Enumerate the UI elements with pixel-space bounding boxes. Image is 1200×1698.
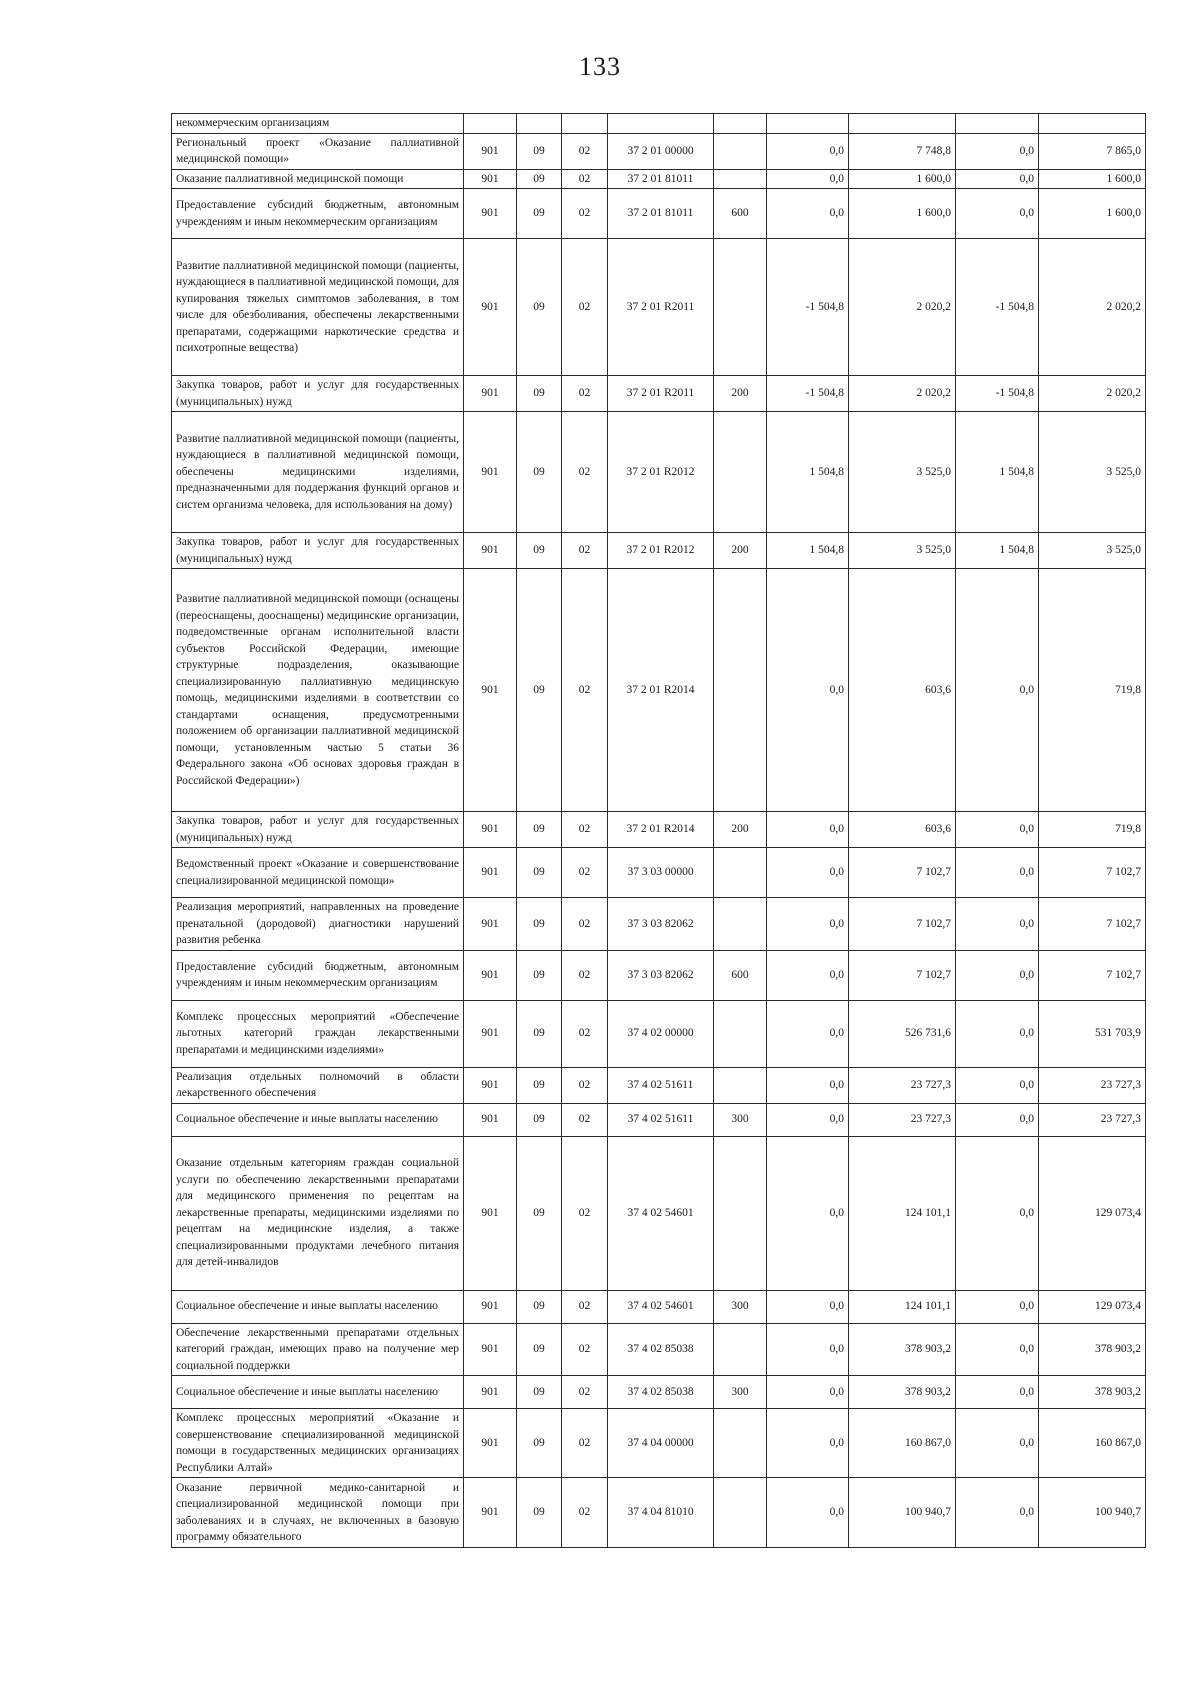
table-row [172, 239, 1146, 376]
row-name: Закупка товаров, работ и услуг для государственных (муниципальных) нужд [172, 376, 464, 412]
row-value-4: 7 865,0 [1039, 133, 1146, 169]
row-value-3: 0,0 [956, 1290, 1039, 1323]
table-body [172, 114, 1146, 1548]
row-pr: 02 [562, 950, 608, 1000]
row-value-2: 526 731,6 [849, 1000, 956, 1067]
row-value-3: 0,0 [956, 1000, 1039, 1067]
row-value-1: 1 504,8 [767, 412, 849, 533]
row-rz: 09 [517, 1323, 562, 1376]
row-value-2: 2 020,2 [849, 239, 956, 376]
row-value-4: 23 727,3 [1039, 1067, 1146, 1103]
row-csr: 37 2 01 R2014 [608, 812, 714, 848]
row-value-4: 2 020,2 [1039, 239, 1146, 376]
row-pr: 02 [562, 1136, 608, 1290]
row-value-4: 1 600,0 [1039, 169, 1146, 189]
table-row [172, 1478, 1146, 1548]
row-value-2: 7 102,7 [849, 950, 956, 1000]
row-value-4 [1039, 114, 1146, 134]
row-gr [464, 114, 517, 134]
table-row [172, 133, 1146, 169]
row-value-1: 0,0 [767, 133, 849, 169]
row-value-3: 0,0 [956, 950, 1039, 1000]
row-rz: 09 [517, 169, 562, 189]
row-rz: 09 [517, 133, 562, 169]
row-vr [714, 848, 767, 898]
row-value-4: 3 525,0 [1039, 533, 1146, 569]
row-vr: 200 [714, 376, 767, 412]
table-row [172, 950, 1146, 1000]
row-csr: 37 4 02 51611 [608, 1103, 714, 1136]
row-value-1: 1 504,8 [767, 533, 849, 569]
table-row [172, 569, 1146, 812]
row-gr: 901 [464, 1478, 517, 1548]
row-gr: 901 [464, 1409, 517, 1478]
row-value-1: -1 504,8 [767, 376, 849, 412]
row-value-4: 129 073,4 [1039, 1136, 1146, 1290]
row-csr: 37 2 01 00000 [608, 133, 714, 169]
row-vr [714, 569, 767, 812]
row-value-1: 0,0 [767, 1323, 849, 1376]
row-value-3: 0,0 [956, 133, 1039, 169]
row-value-2: 603,6 [849, 812, 956, 848]
row-rz: 09 [517, 189, 562, 239]
row-value-1: 0,0 [767, 1409, 849, 1478]
row-vr: 300 [714, 1290, 767, 1323]
row-csr: 37 2 01 81011 [608, 189, 714, 239]
row-value-4: 7 102,7 [1039, 950, 1146, 1000]
row-rz: 09 [517, 1000, 562, 1067]
row-value-3: 0,0 [956, 812, 1039, 848]
row-csr: 37 3 03 82062 [608, 950, 714, 1000]
table-row [172, 1103, 1146, 1136]
row-gr: 901 [464, 950, 517, 1000]
row-value-3: 0,0 [956, 189, 1039, 239]
row-value-4: 100 940,7 [1039, 1478, 1146, 1548]
row-name: Комплекс процессных мероприятий «Обеспечение льготных категорий граждан лекарственными препаратами и медицинскими изделиями» [172, 1000, 464, 1067]
table-row [172, 169, 1146, 189]
row-name: Оказание первичной медико-санитарной и специализированной медицинской помощи при заболеваниях и в случаях, не включенных в базовую программу обязательного [172, 1478, 464, 1548]
row-value-2: 3 525,0 [849, 533, 956, 569]
row-rz: 09 [517, 950, 562, 1000]
row-vr: 600 [714, 950, 767, 1000]
row-name: некоммерческим организациям [172, 114, 464, 134]
row-value-3: -1 504,8 [956, 376, 1039, 412]
table-row [172, 1067, 1146, 1103]
row-value-4: 378 903,2 [1039, 1376, 1146, 1409]
row-name: Ведомственный проект «Оказание и совершенствование специализированной медицинской помощи» [172, 848, 464, 898]
row-pr: 02 [562, 533, 608, 569]
row-pr: 02 [562, 1323, 608, 1376]
row-vr [714, 1067, 767, 1103]
row-value-2: 1 600,0 [849, 189, 956, 239]
row-rz [517, 114, 562, 134]
row-value-2: 1 600,0 [849, 169, 956, 189]
row-name: Развитие паллиативной медицинской помощи (пациенты, нуждающиеся в паллиативной медицинской помощи, для купирования тяжелых симптомов заболевания, в том числе для обезболивания, обеспечены лекарственными препаратами, содержащими наркотические средства и психотропные вещества) [172, 239, 464, 376]
row-csr: 37 4 02 85038 [608, 1323, 714, 1376]
row-value-4: 3 525,0 [1039, 412, 1146, 533]
row-gr: 901 [464, 898, 517, 951]
table-row [172, 848, 1146, 898]
table-row [172, 1376, 1146, 1409]
row-csr: 37 4 04 00000 [608, 1409, 714, 1478]
row-value-4: 129 073,4 [1039, 1290, 1146, 1323]
row-gr: 901 [464, 1136, 517, 1290]
row-vr [714, 1136, 767, 1290]
row-value-3: 1 504,8 [956, 533, 1039, 569]
row-name: Социальное обеспечение и иные выплаты населению [172, 1103, 464, 1136]
page-number: 133 [579, 52, 621, 81]
row-value-2: 378 903,2 [849, 1376, 956, 1409]
row-pr [562, 114, 608, 134]
row-value-1: 0,0 [767, 1103, 849, 1136]
row-name: Региональный проект «Оказание паллиативной медицинской помощи» [172, 133, 464, 169]
row-value-2: 7 102,7 [849, 848, 956, 898]
row-value-1: -1 504,8 [767, 239, 849, 376]
row-value-4: 719,8 [1039, 812, 1146, 848]
row-rz: 09 [517, 376, 562, 412]
row-pr: 02 [562, 1290, 608, 1323]
row-value-3: 0,0 [956, 1103, 1039, 1136]
table-row [172, 1323, 1146, 1376]
row-vr [714, 898, 767, 951]
row-rz: 09 [517, 239, 562, 376]
row-value-4: 378 903,2 [1039, 1323, 1146, 1376]
row-name: Предоставление субсидий бюджетным, автономным учреждениям и иным некоммерческим организациям [172, 189, 464, 239]
row-pr: 02 [562, 169, 608, 189]
row-value-3: 0,0 [956, 848, 1039, 898]
row-gr: 901 [464, 1067, 517, 1103]
row-csr: 37 2 01 R2014 [608, 569, 714, 812]
row-csr: 37 4 02 54601 [608, 1290, 714, 1323]
row-value-1: 0,0 [767, 812, 849, 848]
row-value-2: 124 101,1 [849, 1136, 956, 1290]
row-vr [714, 133, 767, 169]
row-csr: 37 2 01 R2012 [608, 412, 714, 533]
row-rz: 09 [517, 1067, 562, 1103]
row-csr: 37 4 02 85038 [608, 1376, 714, 1409]
row-pr: 02 [562, 239, 608, 376]
row-vr: 300 [714, 1376, 767, 1409]
row-value-1: 0,0 [767, 1067, 849, 1103]
row-vr [714, 1000, 767, 1067]
table-row [172, 812, 1146, 848]
row-value-2: 23 727,3 [849, 1067, 956, 1103]
row-value-3 [956, 114, 1039, 134]
row-name: Социальное обеспечение и иные выплаты населению [172, 1376, 464, 1409]
row-name: Закупка товаров, работ и услуг для государственных (муниципальных) нужд [172, 533, 464, 569]
table-row [172, 898, 1146, 951]
row-value-3: 0,0 [956, 1376, 1039, 1409]
row-rz: 09 [517, 1409, 562, 1478]
table-row [172, 114, 1146, 134]
row-csr: 37 2 01 R2011 [608, 376, 714, 412]
row-rz: 09 [517, 412, 562, 533]
row-value-2: 124 101,1 [849, 1290, 956, 1323]
row-value-4: 7 102,7 [1039, 898, 1146, 951]
row-value-1: 0,0 [767, 1478, 849, 1548]
row-value-4: 1 600,0 [1039, 189, 1146, 239]
row-csr: 37 3 03 00000 [608, 848, 714, 898]
row-rz: 09 [517, 1290, 562, 1323]
row-vr [714, 239, 767, 376]
row-rz: 09 [517, 848, 562, 898]
row-vr [714, 1409, 767, 1478]
row-value-2: 378 903,2 [849, 1323, 956, 1376]
table-row [172, 376, 1146, 412]
row-pr: 02 [562, 1478, 608, 1548]
row-value-2: 7 748,8 [849, 133, 956, 169]
row-gr: 901 [464, 1323, 517, 1376]
row-value-1: 0,0 [767, 898, 849, 951]
row-pr: 02 [562, 1409, 608, 1478]
row-gr: 901 [464, 1290, 517, 1323]
row-value-2: 160 867,0 [849, 1409, 956, 1478]
row-value-2: 100 940,7 [849, 1478, 956, 1548]
row-csr: 37 2 01 R2011 [608, 239, 714, 376]
row-value-1: 0,0 [767, 1136, 849, 1290]
row-pr: 02 [562, 133, 608, 169]
row-value-1: 0,0 [767, 569, 849, 812]
table-row [172, 1136, 1146, 1290]
row-value-1: 0,0 [767, 950, 849, 1000]
row-vr [714, 412, 767, 533]
row-name: Комплекс процессных мероприятий «Оказание и совершенствование специализированной медицинской помощи в государственных медицинских организациях Республики Алтай» [172, 1409, 464, 1478]
row-value-2 [849, 114, 956, 134]
row-value-1: 0,0 [767, 848, 849, 898]
row-pr: 02 [562, 376, 608, 412]
row-gr: 901 [464, 189, 517, 239]
row-pr: 02 [562, 1376, 608, 1409]
row-csr: 37 4 04 81010 [608, 1478, 714, 1548]
row-csr: 37 2 01 81011 [608, 169, 714, 189]
row-pr: 02 [562, 1103, 608, 1136]
row-csr: 37 4 02 54601 [608, 1136, 714, 1290]
table-row [172, 1409, 1146, 1478]
row-vr [714, 114, 767, 134]
row-name: Развитие паллиативной медицинской помощи (оснащены (переоснащены, дооснащены) медицинские организации, подведомственные органам исполнительной власти субъектов Российской Федерации, имеющие структурные подразделения, оказывающие специализированную паллиативную медицинскую помощь, медицинскими изделиями в соответствии со стандартами оснащения, предусмотренными положением об организации паллиативной медицинской помощи, установленным частью 5 статьи 36 Федерального закона «Об основах здоровья граждан в Российской Федерации») [172, 569, 464, 812]
row-pr: 02 [562, 1000, 608, 1067]
row-vr [714, 169, 767, 189]
row-gr: 901 [464, 133, 517, 169]
row-value-3: 0,0 [956, 169, 1039, 189]
row-gr: 901 [464, 533, 517, 569]
row-rz: 09 [517, 1103, 562, 1136]
row-value-2: 603,6 [849, 569, 956, 812]
row-gr: 901 [464, 239, 517, 376]
row-value-3: 0,0 [956, 1136, 1039, 1290]
row-value-1: 0,0 [767, 169, 849, 189]
row-name: Закупка товаров, работ и услуг для государственных (муниципальных) нужд [172, 812, 464, 848]
table-row [172, 1000, 1146, 1067]
row-csr: 37 4 02 51611 [608, 1067, 714, 1103]
row-value-4: 2 020,2 [1039, 376, 1146, 412]
row-rz: 09 [517, 898, 562, 951]
row-value-1: 0,0 [767, 1376, 849, 1409]
row-value-3: 0,0 [956, 569, 1039, 812]
row-value-3: 0,0 [956, 1409, 1039, 1478]
row-value-3: 1 504,8 [956, 412, 1039, 533]
row-rz: 09 [517, 812, 562, 848]
row-name: Оказание паллиативной медицинской помощи [172, 169, 464, 189]
row-value-4: 23 727,3 [1039, 1103, 1146, 1136]
row-value-1: 0,0 [767, 1000, 849, 1067]
row-value-1: 0,0 [767, 1290, 849, 1323]
row-vr: 300 [714, 1103, 767, 1136]
table-row [172, 533, 1146, 569]
row-rz: 09 [517, 1376, 562, 1409]
row-name: Оказание отдельным категориям граждан социальной услуги по обеспечению лекарственными препаратами для медицинского применения по рецептам на лекарственные препараты, медицинскими изделиями по рецептам на медицинские изделия, а также специализированными продуктами лечебного питания для детей-инвалидов [172, 1136, 464, 1290]
row-vr [714, 1323, 767, 1376]
row-value-3: 0,0 [956, 898, 1039, 951]
row-pr: 02 [562, 412, 608, 533]
row-csr: 37 2 01 R2012 [608, 533, 714, 569]
row-pr: 02 [562, 898, 608, 951]
row-value-3: 0,0 [956, 1478, 1039, 1548]
row-name: Реализация мероприятий, направленных на проведение пренатальной (дородовой) диагностики нарушений развития ребенка [172, 898, 464, 951]
budget-table [171, 113, 1146, 1548]
row-gr: 901 [464, 569, 517, 812]
row-csr [608, 114, 714, 134]
row-vr: 200 [714, 812, 767, 848]
row-rz: 09 [517, 569, 562, 812]
row-name: Реализация отдельных полномочий в области лекарственного обеспечения [172, 1067, 464, 1103]
row-gr: 901 [464, 848, 517, 898]
row-gr: 901 [464, 1000, 517, 1067]
row-value-2: 3 525,0 [849, 412, 956, 533]
row-pr: 02 [562, 569, 608, 812]
row-value-4: 531 703,9 [1039, 1000, 1146, 1067]
row-name: Развитие паллиативной медицинской помощи (пациенты, нуждающиеся в паллиативной медицинской помощи, обеспечены медицинскими изделиями, предназначенными для поддержания функций органов и систем организма человека, для использования на дому) [172, 412, 464, 533]
table-row [172, 1290, 1146, 1323]
row-rz: 09 [517, 533, 562, 569]
row-value-2: 7 102,7 [849, 898, 956, 951]
row-name: Социальное обеспечение и иные выплаты населению [172, 1290, 464, 1323]
row-name: Обеспечение лекарственными препаратами отдельных категорий граждан, имеющих право на получение мер социальной поддержки [172, 1323, 464, 1376]
row-rz: 09 [517, 1478, 562, 1548]
row-pr: 02 [562, 1067, 608, 1103]
row-gr: 901 [464, 1103, 517, 1136]
row-gr: 901 [464, 169, 517, 189]
row-value-2: 2 020,2 [849, 376, 956, 412]
row-vr: 200 [714, 533, 767, 569]
row-csr: 37 3 03 82062 [608, 898, 714, 951]
row-pr: 02 [562, 848, 608, 898]
row-value-4: 160 867,0 [1039, 1409, 1146, 1478]
row-gr: 901 [464, 412, 517, 533]
row-value-1: 0,0 [767, 189, 849, 239]
row-value-3: 0,0 [956, 1323, 1039, 1376]
row-value-3: 0,0 [956, 1067, 1039, 1103]
row-name: Предоставление субсидий бюджетным, автономным учреждениям и иным некоммерческим организациям [172, 950, 464, 1000]
row-value-1 [767, 114, 849, 134]
row-csr: 37 4 02 00000 [608, 1000, 714, 1067]
row-value-4: 719,8 [1039, 569, 1146, 812]
row-pr: 02 [562, 189, 608, 239]
table-row [172, 412, 1146, 533]
row-gr: 901 [464, 376, 517, 412]
row-value-2: 23 727,3 [849, 1103, 956, 1136]
row-value-4: 7 102,7 [1039, 848, 1146, 898]
row-vr: 600 [714, 189, 767, 239]
row-value-3: -1 504,8 [956, 239, 1039, 376]
row-vr [714, 1478, 767, 1548]
row-gr: 901 [464, 1376, 517, 1409]
row-rz: 09 [517, 1136, 562, 1290]
table-row [172, 189, 1146, 239]
row-pr: 02 [562, 812, 608, 848]
row-gr: 901 [464, 812, 517, 848]
